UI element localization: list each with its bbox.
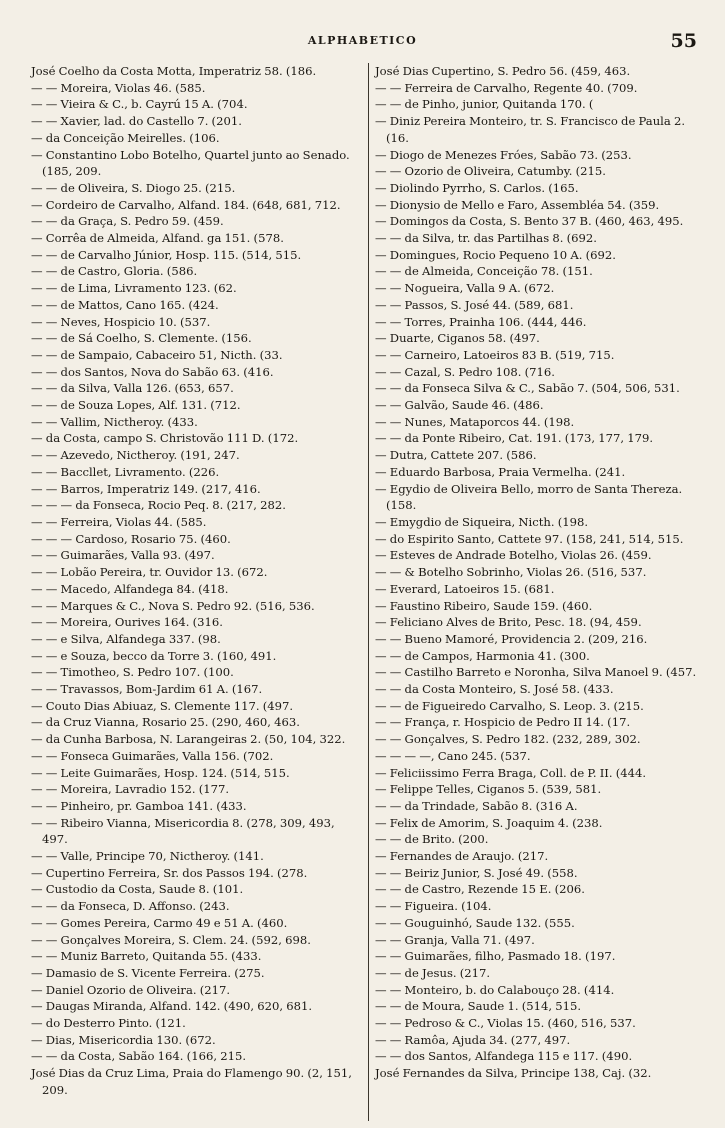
- directory-entry: — — Neves, Hospicio 10. (537.: [31, 314, 211, 329]
- directory-entry: — — Moreira, Violas 46. (585.: [31, 80, 206, 95]
- directory-entry: — — — Cardoso, Rosario 75. (460.: [31, 531, 231, 546]
- directory-entry: — — dos Santos, Nova do Sabão 63. (416.: [31, 364, 274, 379]
- directory-entry: — — da Silva, Valla 126. (653, 657.: [31, 381, 234, 396]
- right-column: [375, 63, 706, 1082]
- directory-entry: — — Granja, Valla 71. (497.: [375, 932, 535, 947]
- directory-entry: — — Timotheo, S. Pedro 107. (100.: [31, 665, 234, 680]
- directory-entry: — Domingos da Costa, S. Bento 37 B. (460, 463, 495.: [375, 214, 684, 229]
- directory-entry: — — da Ponte Ribeiro, Cat. 191. (173, 177, 179.: [375, 431, 654, 446]
- directory-entry: — — da Costa Monteiro, S. José 58. (433.: [375, 682, 614, 697]
- directory-entry: — — Torres, Prainha 106. (444, 446.: [375, 314, 587, 329]
- directory-entry: — — Figueira. (104.: [375, 899, 492, 914]
- directory-entry: — — Ribeiro Vianna, Misericordia 8. (278, 309, 493, 497.: [31, 815, 335, 847]
- directory-entry: — — de Castro, Rezende 15 E. (206.: [375, 882, 585, 897]
- directory-entry: — Duarte, Ciganos 58. (497.: [375, 331, 540, 346]
- directory-entry: — — Guimarães, filho, Pasmado 18. (197.: [375, 949, 616, 964]
- directory-entry: José Dias da Cruz Lima, Praia do Flamengo 90. (2, 151, 209.: [31, 1066, 352, 1097]
- directory-entry: — — de Brito. (200.: [375, 832, 489, 847]
- directory-entry: — — Macedo, Alfandega 84. (418.: [31, 581, 229, 596]
- directory-entry: — da Costa, campo S. Christovão 111 D. (172.: [31, 431, 299, 446]
- directory-entry: — Dias, Misericordia 130. (672.: [31, 1032, 216, 1047]
- directory-entry: — — de Mattos, Cano 165. (424.: [31, 297, 219, 312]
- directory-entry: — Corrêa de Almeida, Alfand. ga 151. (578.: [31, 231, 284, 246]
- directory-entry: — do Espirito Santo, Cattete 97. (158, 241, 514, 515.: [375, 531, 684, 546]
- directory-entry: — — Bueno Mamoré, Providencia 2. (209, 216.: [375, 631, 648, 646]
- directory-entry: José Coelho da Costa Motta, Imperatriz 58. (186.: [31, 64, 317, 78]
- directory-entry: — Felippe Telles, Ciganos 5. (539, 581.: [375, 782, 602, 797]
- directory-entry: — — Guimarães, Valla 93. (497.: [31, 548, 215, 563]
- directory-entry: — — Travassos, Bom-Jardim 61 A. (167.: [31, 682, 263, 697]
- directory-entry: — — de Almeida, Conceição 78. (151.: [375, 264, 593, 279]
- directory-entry: — Felix de Amorim, S. Joaquim 4. (238.: [375, 815, 603, 830]
- directory-entry: — — de Pinho, junior, Quitanda 170. (: [375, 97, 594, 112]
- directory-entry: — — Vallim, Nictheroy. (433.: [31, 414, 198, 429]
- directory-entry: — — Gomes Pereira, Carmo 49 e 51 A. (460.: [31, 915, 288, 930]
- directory-entry: — Constantino Lobo Botelho, Quartel junto ao Senado. (185, 209.: [31, 147, 350, 179]
- directory-entry: — — Moreira, Lavradio 152. (177.: [31, 782, 230, 797]
- directory-entry: — — França, r. Hospicio de Pedro II 14. (17.: [375, 715, 631, 730]
- directory-entry: — — Moreira, Ourives 164. (316.: [31, 615, 223, 630]
- directory-entry: — — Gonçalves, S. Pedro 182. (232, 289, 302.: [375, 732, 641, 747]
- directory-entry: — — de Figueiredo Carvalho, S. Leop. 3. (215.: [375, 698, 644, 713]
- directory-entry: — Dutra, Cattete 207. (586.: [375, 448, 537, 463]
- directory-entry: — — Beiriz Junior, S. José 49. (558.: [375, 865, 578, 880]
- directory-entry: — — Leite Guimarães, Hosp. 124. (514, 515.: [31, 765, 290, 780]
- running-title: ALPHABETICO: [307, 34, 418, 47]
- directory-entry: — Daugas Miranda, Alfand. 142. (490, 620, 681.: [31, 999, 313, 1014]
- directory-entry: — — Baccllet, Livramento. (226.: [31, 464, 220, 479]
- directory-entry: — Feliciissimo Ferra Braga, Coll. de P. II. (444.: [375, 765, 647, 780]
- directory-entry: — — de Campos, Harmonia 41. (300.: [375, 648, 590, 663]
- directory-entry: — — Fonseca Guimarães, Valla 156. (702.: [31, 748, 274, 763]
- directory-entry: — — Ozorio de Oliveira, Catumby. (215.: [375, 164, 606, 179]
- directory-entry: José Dias Cupertino, S. Pedro 56. (459, 463.: [375, 64, 631, 78]
- directory-entry: — — de Souza Lopes, Alf. 131. (712.: [31, 398, 241, 413]
- directory-entry: — Everard, Latoeiros 15. (681.: [375, 581, 555, 596]
- directory-entry: — — da Silva, tr. das Partilhas 8. (692.: [375, 231, 597, 246]
- left-column: [31, 63, 362, 1099]
- directory-entry: — — Nunes, Mataporcos 44. (198.: [375, 414, 575, 429]
- directory-entry: — — — da Fonseca, Rocio Peq. 8. (217, 282.: [31, 498, 286, 513]
- column-divider: [368, 63, 369, 1121]
- directory-entry: — — Nogueira, Valla 9 A. (672.: [375, 281, 555, 296]
- directory-entry: — — de Jesus. (217.: [375, 965, 491, 980]
- directory-entry: — Dionysio de Mello e Faro, Assembléa 54. (359.: [375, 197, 660, 212]
- directory-entry: — — de Carvalho Júnior, Hosp. 115. (514, 515.: [31, 247, 302, 262]
- directory-entry: — do Desterro Pinto. (121.: [31, 1016, 186, 1031]
- directory-entry: — — de Oliveira, S. Diogo 25. (215.: [31, 180, 236, 195]
- directory-entry: — — Pinheiro, pr. Gamboa 141. (433.: [31, 798, 247, 813]
- directory-entry: — — Lobão Pereira, tr. Ouvidor 13. (672.: [31, 565, 268, 580]
- directory-entry: — — Ferreira de Carvalho, Regente 40. (709.: [375, 80, 638, 95]
- directory-entry: — Damasio de S. Vicente Ferreira. (275.: [31, 965, 265, 980]
- directory-entry: — Eduardo Barbosa, Praia Vermelha. (241.: [375, 464, 626, 479]
- directory-entry: — — Gonçalves Moreira, S. Clem. 24. (592, 698.: [31, 932, 311, 947]
- directory-entry: — Diolindo Pyrrho, S. Carlos. (165.: [375, 180, 579, 195]
- directory-entry: — — da Graça, S. Pedro 59. (459.: [31, 214, 224, 229]
- directory-entry: — — de Sá Coelho, S. Clemente. (156.: [31, 331, 252, 346]
- directory-entry: — Diogo de Menezes Fróes, Sabão 73. (253.: [375, 147, 632, 162]
- directory-entry: — — de Lima, Livramento 123. (62.: [31, 281, 237, 296]
- directory-entry: — — da Costa, Sabão 164. (166, 215.: [31, 1049, 247, 1064]
- directory-entry: — — Ramôa, Ajuda 34. (277, 497.: [375, 1032, 571, 1047]
- directory-entry: — Fernandes de Araujo. (217.: [375, 849, 549, 864]
- directory-entry: — — Ferreira, Violas 44. (585.: [31, 514, 207, 529]
- directory-entry: José Fernandes da Silva, Principe 138, Caj. (32.: [375, 1066, 652, 1081]
- directory-entry: — — de Castro, Gloria. (586.: [31, 264, 198, 279]
- directory-entry: — da Cunha Barbosa, N. Larangeiras 2. (50, 104, 322.: [31, 732, 346, 747]
- directory-entry: — — Castilho Barreto e Noronha, Silva Manoel 9. (457.: [375, 665, 697, 680]
- directory-entry: — Emygdio de Siqueira, Nicth. (198.: [375, 514, 589, 529]
- directory-entry: — Daniel Ozorio de Oliveira. (217.: [31, 982, 231, 997]
- directory-entry: — Cupertino Ferreira, Sr. dos Passos 194. (278.: [31, 865, 308, 880]
- directory-entry: — — Marques & C., Nova S. Pedro 92. (516, 536.: [31, 598, 315, 613]
- directory-entry: — — Azevedo, Nictheroy. (191, 247.: [31, 448, 240, 463]
- directory-entry: — Couto Dias Abiuaz, S. Clemente 117. (497.: [31, 698, 294, 713]
- directory-entry: — — da Trindade, Sabão 8. (316 A.: [375, 798, 578, 813]
- directory-entry: — — Xavier, lad. do Castello 7. (201.: [31, 114, 242, 129]
- page-header: [0, 30, 725, 52]
- directory-entry: — Faustino Ribeiro, Saude 159. (460.: [375, 598, 593, 613]
- directory-entry: — da Conceição Meirelles. (106.: [31, 130, 220, 145]
- directory-entry: — da Cruz Vianna, Rosario 25. (290, 460, 463.: [31, 715, 300, 730]
- directory-entry: — — — —, Cano 245. (537.: [375, 748, 531, 763]
- page-number: 55: [670, 30, 697, 52]
- directory-entry: — — Carneiro, Latoeiros 83 B. (519, 715.: [375, 347, 615, 362]
- directory-entry: — — Vieira & C., b. Cayrú 15 A. (704.: [31, 97, 248, 112]
- directory-entry: — — e Souza, becco da Torre 3. (160, 491.: [31, 648, 277, 663]
- directory-entry: — — da Fonseca, D. Affonso. (243.: [31, 899, 230, 914]
- directory-entry: — — Passos, S. José 44. (589, 681.: [375, 297, 574, 312]
- directory-entry: — — & Botelho Sobrinho, Violas 26. (516, 537.: [375, 565, 647, 580]
- directory-entry: — — da Fonseca Silva & C., Sabão 7. (504, 506, 531.: [375, 381, 680, 396]
- directory-entry: — — Galvão, Saude 46. (486.: [375, 398, 544, 413]
- directory-entry: — — Gouguinhó, Saude 132. (555.: [375, 915, 575, 930]
- directory-entry: — — de Sampaio, Cabaceiro 51, Nicth. (33.: [31, 347, 283, 362]
- directory-entry: — — Monteiro, b. do Calabouço 28. (414.: [375, 982, 615, 997]
- directory-entry: — Diniz Pereira Monteiro, tr. S. Francisco de Paula 2. (16.: [375, 114, 686, 145]
- directory-entry: — — Cazal, S. Pedro 108. (716.: [375, 364, 555, 379]
- directory-entry: — — Barros, Imperatriz 149. (217, 416.: [31, 481, 261, 496]
- directory-entry: — Egydio de Oliveira Bello, morro de Santa Thereza. (158.: [375, 481, 683, 513]
- two-column-listing: [31, 63, 705, 1123]
- directory-entry: — Domingues, Rocio Pequeno 10 A. (692.: [375, 247, 616, 262]
- directory-entry: — — Valle, Principe 70, Nictheroy. (141.: [31, 849, 264, 864]
- directory-entry: — — e Silva, Alfandega 337. (98.: [31, 631, 221, 646]
- directory-entry: — — de Moura, Saude 1. (514, 515.: [375, 999, 582, 1014]
- directory-entry: — Custodio da Costa, Saude 8. (101.: [31, 882, 244, 897]
- directory-entry: — Esteves de Andrade Botelho, Violas 26. (459.: [375, 548, 652, 563]
- directory-entry: — — Muniz Barreto, Quitanda 55. (433.: [31, 949, 262, 964]
- directory-entry: — — dos Santos, Alfandega 115 e 117. (490.: [375, 1049, 633, 1064]
- directory-entry: — Cordeiro de Carvalho, Alfand. 184. (648, 681, 712.: [31, 197, 341, 212]
- directory-entry: — — Pedroso & C., Violas 15. (460, 516, 537.: [375, 1016, 636, 1031]
- directory-entry: — Feliciano Alves de Brito, Pesc. 18. (94, 459.: [375, 615, 642, 630]
